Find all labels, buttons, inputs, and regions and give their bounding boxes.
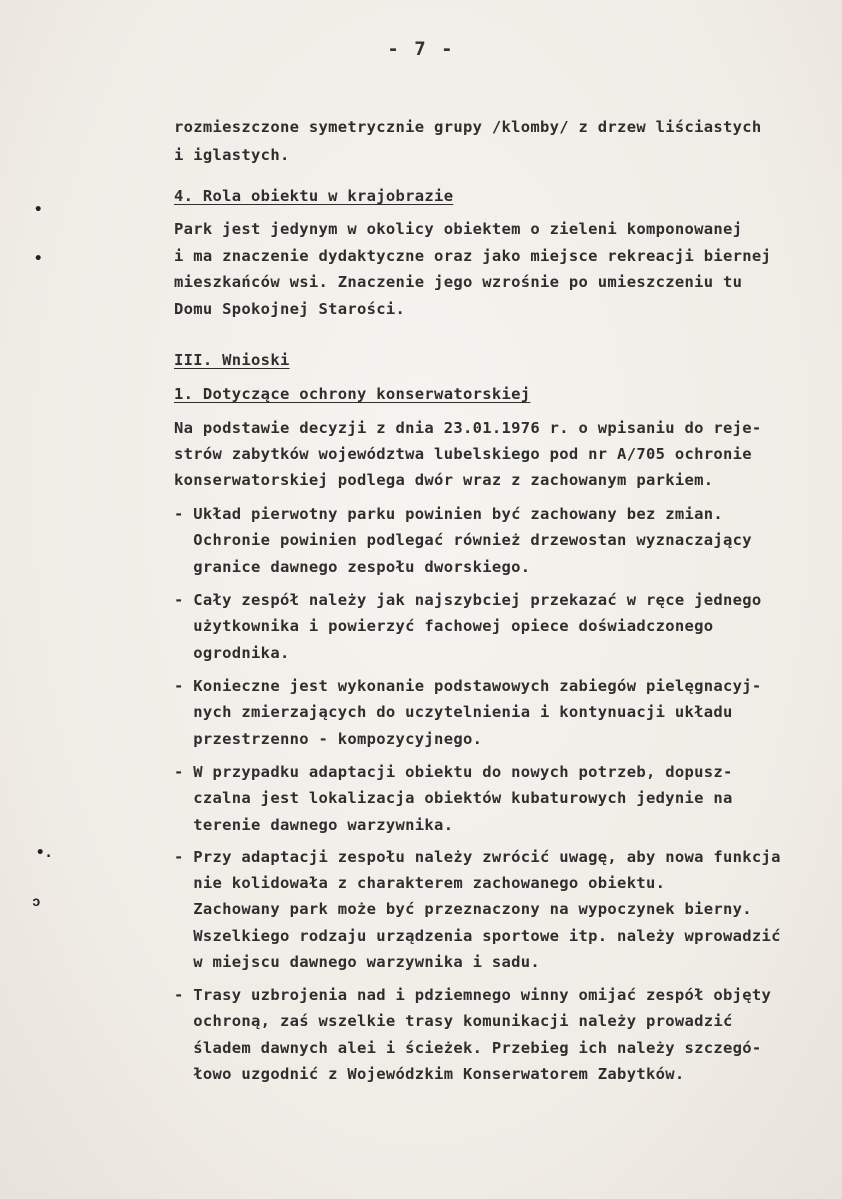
list-item-line: nych zmierzających do uczytelnienia i kontynuacji układu [174,703,733,721]
text-line: i iglastych. [174,146,290,164]
section-heading: 4. Rola obiektu w krajobrazie [174,187,454,205]
text-line: Park jest jedynym w okolicy obiektem o zieleni komponowanej [174,220,743,238]
list-item-line: nie kolidowała z charakterem zachowanego obiektu. [174,874,666,892]
list-item-line: - Układ pierwotny parku powinien być zachowany bez zmian. [174,505,724,523]
margin-mark: •. [36,845,53,861]
text-line: i ma znaczenie dydaktyczne oraz jako miejsce rekreacji biernej [174,247,772,265]
list-item-line: - Konieczne jest wykonanie podstawowych zabiegów pielęgnacyj- [174,677,762,695]
section-heading: III. Wnioski [174,351,290,369]
list-item-line: Zachowany park może być przeznaczony na wypoczynek bierny. [174,900,752,918]
margin-mark: • [34,202,43,218]
text-line: konserwatorskiej podlega dwór wraz z zachowanym parkiem. [174,471,714,489]
list-item-line: Ochronie powinien podlegać również drzewostan wyznaczający [174,531,752,549]
text-line: strów zabytków województwa lubelskiego pod nr A/705 ochronie [174,445,752,463]
subsection-heading: 1. Dotyczące ochrony konserwatorskiej [174,385,531,403]
list-item-line: - Przy adaptacji zespołu należy zwrócić uwagę, aby nowa funkcja [174,848,781,866]
list-item-line: Wszelkiego rodzaju urządzenia sportowe itp. należy wprowadzić [174,927,781,945]
list-item-line: terenie dawnego warzywnika. [174,816,454,834]
text-line: rozmieszczone symetrycznie grupy /klomby/ z drzew liściastych [174,118,762,136]
list-item-line: przestrzenno - kompozycyjnego. [174,730,483,748]
list-item-line: użytkownika i powierzyć fachowej opiece doświadczonego [174,617,714,635]
list-item-line: łowo uzgodnić z Wojewódzkim Konserwatorem Zabytków. [174,1065,685,1083]
list-item-line: śladem dawnych alei i ścieżek. Przebieg ich należy szczegó- [174,1039,762,1057]
margin-mark: ↄ [32,894,41,910]
list-item-line: - Cały zespół należy jak najszybciej przekazać w ręce jednego [174,591,762,609]
list-item-line: ogrodnika. [174,644,290,662]
text-line: Domu Spokojnej Starości. [174,300,406,318]
text-line: mieszkańców wsi. Znaczenie jego wzrośnie po umieszczeniu tu [174,273,743,291]
list-item-line: - W przypadku adaptacji obiektu do nowych potrzeb, dopusz- [174,763,733,781]
list-item-line: - Trasy uzbrojenia nad i pdziemnego winny omijać zespół objęty [174,986,772,1004]
list-item-line: w miejscu dawnego warzywnika i sadu. [174,953,541,971]
list-item-line: ochroną, zaś wszelkie trasy komunikacji należy prowadzić [174,1012,733,1030]
list-item-line: granice dawnego zespołu dworskiego. [174,558,531,576]
list-item-line: czalna jest lokalizacja obiektów kubaturowych jedynie na [174,789,733,807]
text-line: Na podstawie decyzji z dnia 23.01.1976 r. o wpisaniu do reje- [174,419,762,437]
margin-mark: • [34,251,43,267]
page-number: - 7 - [387,38,455,60]
